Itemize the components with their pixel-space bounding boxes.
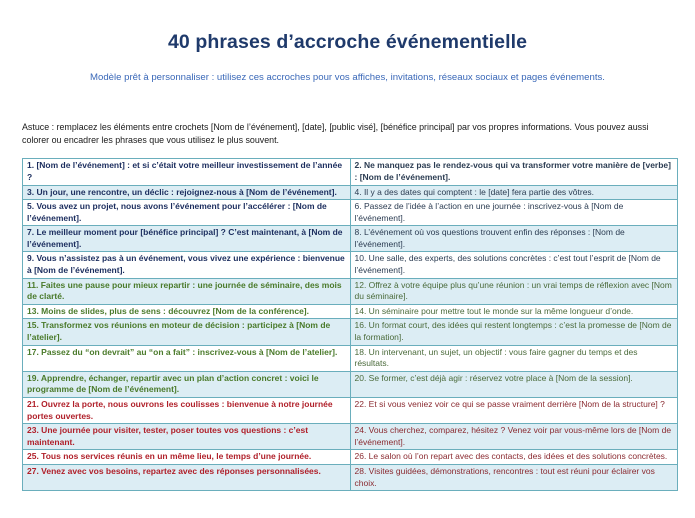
page-subtitle: Modèle prêt à personnaliser : utilisez ces accroches pour vos affiches, invitations, réseaux sociaux et pages événements. [90, 72, 605, 83]
phrase-cell: 2. Ne manquez pas le rendez-vous qui va transformer votre manière de [verbe] : [Nom de l’événement]. [350, 159, 678, 186]
phrase-cell: 17. Passez du “on devrait” au “on a fait” : inscrivez-vous à [Nom de l’atelier]. [23, 345, 351, 371]
page-title: 40 phrases d’accroche événementielle [167, 31, 528, 53]
tip-paragraph: Astuce : remplacez les éléments entre crochets [Nom de l’événement], [date], [public visé], [bénéfice principal] par vos propres informations. Vous pouvez aussi colorer ou encadrer les phrases que vous utilisez le plus souvent. [22, 122, 649, 145]
phrase-cell: 14. Un séminaire pour mettre tout le monde sur la même longueur d’onde. [350, 304, 678, 319]
phrase-cell: 11. Faites une pause pour mieux repartir : une journée de séminaire, des mois de clarté. [23, 278, 351, 304]
table-row [23, 319, 678, 345]
phrase-cell: 18. Un intervenant, un sujet, un objectif : vous faire gagner du temps et des résultats. [350, 345, 678, 371]
table-row [23, 450, 678, 465]
phrase-cell: 16. Un format court, des idées qui restent longtemps : c’est la promesse de [Nom de la formation]. [350, 319, 678, 345]
phrase-cell: 15. Transformez vos réunions en moteur de décision : participez à [Nom de l’atelier]. [23, 319, 351, 345]
table-row [23, 252, 678, 278]
phrase-cell: 9. Vous n’assistez pas à un événement, vous vivez une expérience : bienvenue à [Nom de l’événement]. [23, 252, 351, 278]
table-row [23, 345, 678, 371]
phrase-cell: 24. Vous cherchez, comparez, hésitez ? Venez voir par vous-même lors de [Nom de l’événement]. [350, 424, 678, 450]
phrase-cell: 12. Offrez à votre équipe plus qu’une réunion : un vrai temps de réflexion avec [Nom du séminaire]. [350, 278, 678, 304]
phrases-table [22, 158, 678, 491]
phrase-cell: 27. Venez avec vos besoins, repartez avec des réponses personnalisées. [23, 464, 351, 490]
phrase-cell: 1. [Nom de l’événement] : et si c’était votre meilleur investissement de l’année ? [23, 159, 351, 186]
table-row [23, 185, 678, 200]
phrase-cell: 10. Une salle, des experts, des solutions concrètes : c’est tout l’esprit de [Nom de l’événement]. [350, 252, 678, 278]
phrase-cell: 23. Une journée pour visiter, tester, poser toutes vos questions : c’est maintenant. [23, 424, 351, 450]
phrase-cell: 21. Ouvrez la porte, nous ouvrons les coulisses : bienvenue à notre journée portes ouvertes. [23, 398, 351, 424]
phrase-cell: 7. Le meilleur moment pour [bénéfice principal] ? C’est maintenant, à [Nom de l’événement]. [23, 226, 351, 252]
phrase-cell: 6. Passez de l’idée à l’action en une journée : inscrivez-vous à [Nom de l’événement]. [350, 200, 678, 226]
table-row [23, 159, 678, 186]
phrase-cell: 28. Visites guidées, démonstrations, rencontres : tout est réuni pour éclairer vos choix. [350, 464, 678, 490]
phrase-cell: 4. Il y a des dates qui comptent : le [date] fera partie des vôtres. [350, 185, 678, 200]
phrase-cell: 20. Se former, c’est déjà agir : réservez votre place à [Nom de la session]. [350, 371, 678, 397]
table-row [23, 371, 678, 397]
phrase-cell: 3. Un jour, une rencontre, un déclic : rejoignez-nous à [Nom de l’événement]. [23, 185, 351, 200]
phrase-cell: 5. Vous avez un projet, nous avons l’événement pour l’accélérer : [Nom de l’événement]. [23, 200, 351, 226]
phrase-cell: 19. Apprendre, échanger, repartir avec un plan d’action concret : voici le programme de [Nom de l’événement]. [23, 371, 351, 397]
table-row [23, 200, 678, 226]
table-row [23, 464, 678, 490]
table-row [23, 424, 678, 450]
table-row [23, 398, 678, 424]
table-row [23, 278, 678, 304]
phrase-cell: 22. Et si vous veniez voir ce qui se passe vraiment derrière [Nom de la structure] ? [350, 398, 678, 424]
phrase-cell: 8. L’événement où vos questions trouvent enfin des réponses : [Nom de l’événement]. [350, 226, 678, 252]
phrase-cell: 26. Le salon où l’on repart avec des contacts, des idées et des solutions concrètes. [350, 450, 678, 465]
phrase-cell: 25. Tous nos services réunis en un même lieu, le temps d’une journée. [23, 450, 351, 465]
phrase-cell: 13. Moins de slides, plus de sens : découvrez [Nom de la conférence]. [23, 304, 351, 319]
table-row [23, 226, 678, 252]
table-row [23, 304, 678, 319]
